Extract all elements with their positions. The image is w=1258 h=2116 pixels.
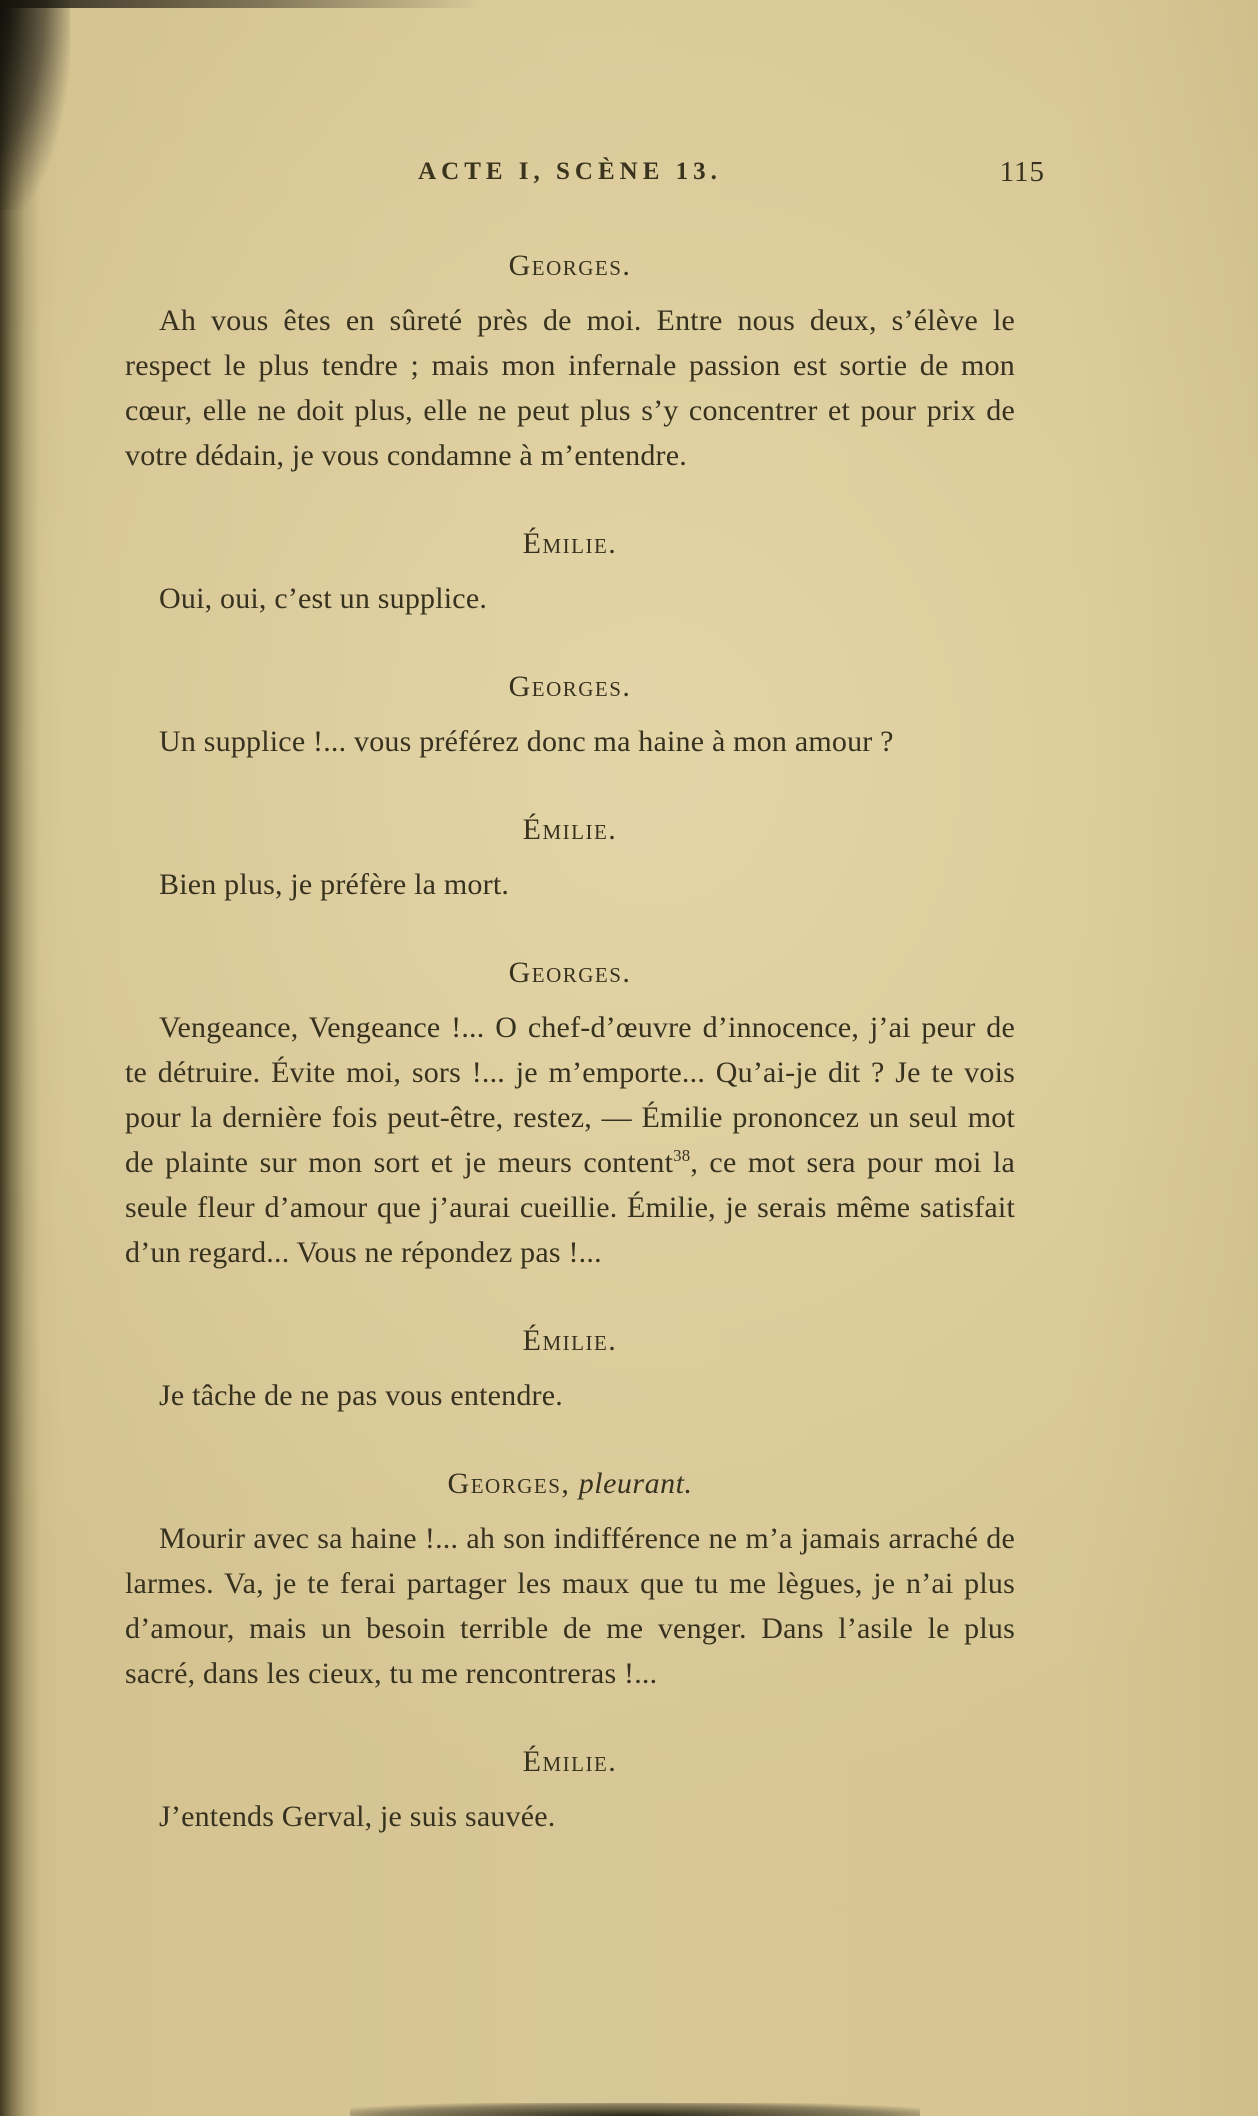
paragraph-text: Vengeance, Vengeance !... O chef-d’œuvre d’innocence, j’ai peur de te détruire. Évite moi, sors !... je m’emporte... Qu’ai-je dit ? Je te vois pour la dernière fois peut-être, restez, — Émilie prononcez un seul mot de plainte sur mon sort et je meurs content bbox=[125, 1011, 1015, 1179]
dialogue-paragraph: J’entends Gerval, je suis sauvée. bbox=[159, 1800, 556, 1833]
dialogue-paragraph: Ah vous êtes en sûreté près de moi. Entre nous deux, s’élève le respect le plus tendre ; mais mon infernale passion est sortie de mon cœur, elle ne doit plus, elle ne peut plus s’y concentrer et pour prix de votre dédain, je vous condamne à m’entendre. bbox=[125, 304, 1015, 472]
paragraph-text: , ce mot sera pour moi la seule fleur d’amour que j’aurai cueillie. Émilie, je serais même satisfait d’un regard... Vous ne répondez pas !... bbox=[125, 1146, 1015, 1269]
corner-shadow bbox=[0, 0, 70, 210]
speaker-name: Émilie. bbox=[522, 1745, 618, 1778]
speaker-name: Émilie. bbox=[522, 813, 618, 846]
dialogue-paragraph: Bien plus, je préfère la mort. bbox=[159, 868, 510, 901]
speaker-name: Georges, bbox=[447, 1467, 571, 1500]
dialogue-paragraph: Mourir avec sa haine !... ah son indifférence ne m’a jamais arraché de larmes. Va, je te ferai partager les maux que tu me lègues, je n’ai plus d’amour, mais un besoin terrible de me venger. Dans l’asile le plus sacré, dans les cieux, tu me rencontreras !... bbox=[125, 1522, 1015, 1690]
dialogue-paragraph bbox=[125, 1005, 1015, 1275]
speaker-name: Georges. bbox=[508, 670, 632, 703]
dialogue-paragraph: Je tâche de ne pas vous entendre. bbox=[159, 1379, 563, 1412]
speaker-label bbox=[125, 667, 1015, 707]
speaker-label bbox=[125, 810, 1015, 850]
stage-direction: pleurant. bbox=[578, 1467, 693, 1500]
speaker-label bbox=[125, 1464, 1015, 1504]
binding-shadow bbox=[0, 0, 40, 2116]
running-title: ACTE I, SCÈNE 13. bbox=[418, 158, 722, 185]
footnote-reference: 38 bbox=[673, 1146, 691, 1165]
dialogue-paragraph: Un supplice !... vous préférez donc ma haine à mon amour ? bbox=[159, 725, 894, 758]
running-head bbox=[125, 156, 1045, 200]
speaker-label bbox=[125, 246, 1015, 286]
dialogue-paragraph: Oui, oui, c’est un supplice. bbox=[159, 582, 488, 615]
text-block bbox=[125, 0, 1045, 1839]
page-number: 115 bbox=[999, 156, 1045, 188]
speaker-label bbox=[125, 1321, 1015, 1361]
speaker-name: Émilie. bbox=[522, 527, 618, 560]
speaker-label bbox=[125, 953, 1015, 993]
speaker-name: Georges. bbox=[508, 956, 632, 989]
speaker-label bbox=[125, 1742, 1015, 1782]
page-edge-bottom-shadow bbox=[350, 2103, 920, 2116]
speaker-name: Georges. bbox=[508, 249, 632, 282]
speaker-name: Émilie. bbox=[522, 1324, 618, 1357]
speaker-label bbox=[125, 524, 1015, 564]
